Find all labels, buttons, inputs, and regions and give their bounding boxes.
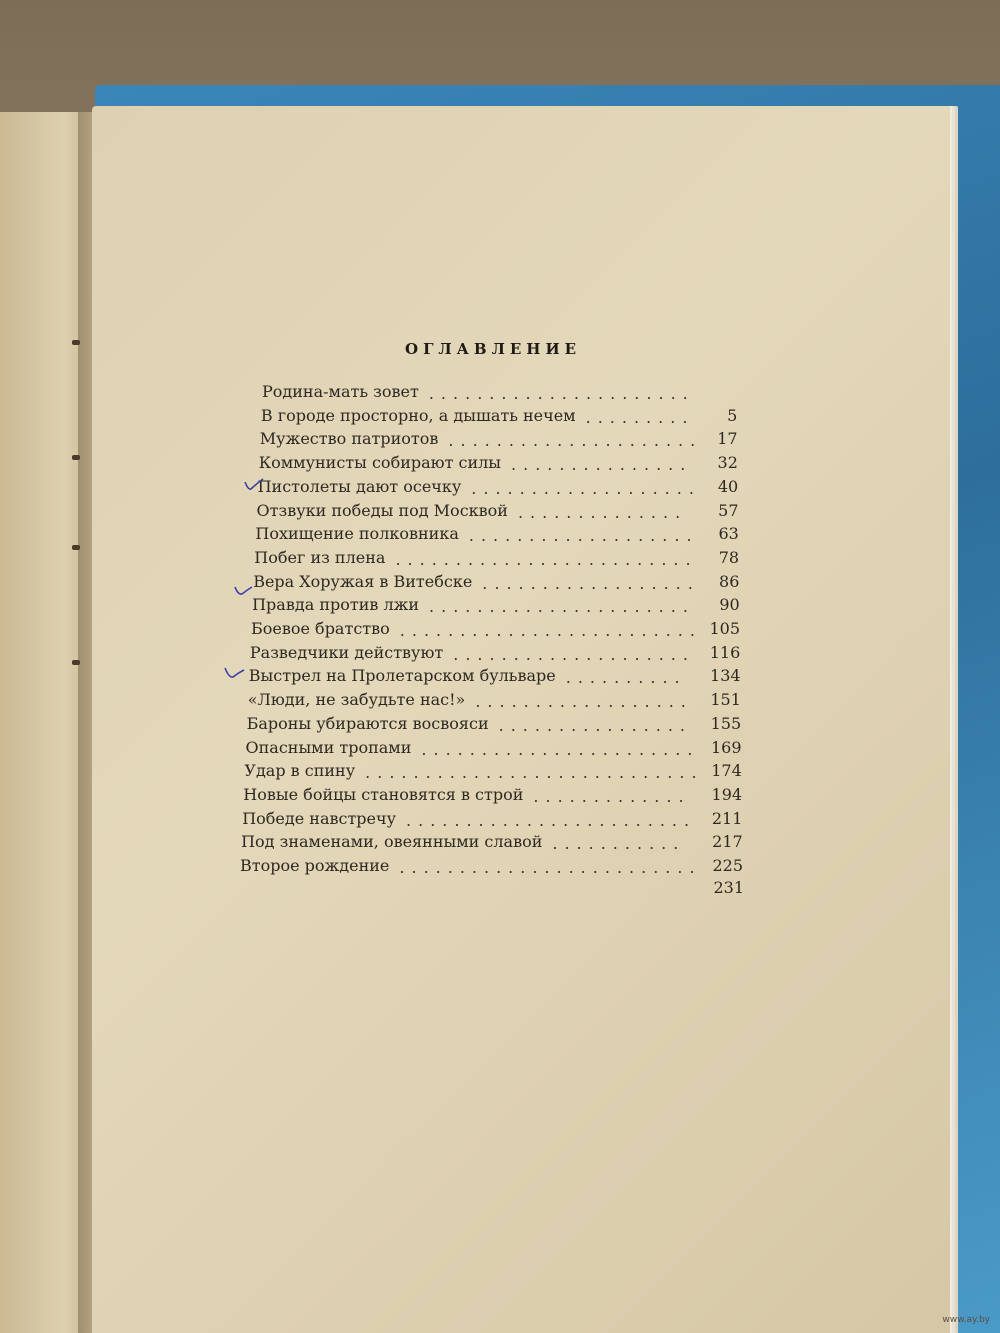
- toc-entry: [249, 642, 695, 664]
- toc-page-number: 116: [709, 642, 741, 662]
- toc-entry: [240, 856, 702, 877]
- toc-entry: [247, 690, 693, 712]
- pencil-check-icon: [233, 582, 255, 598]
- dot-leader: ....................: [453, 644, 695, 664]
- toc-entry: [254, 547, 698, 569]
- dot-leader: ........................: [406, 810, 697, 830]
- toc-page-number: 86: [719, 571, 740, 591]
- toc-entry-title: Второе рождение: [240, 856, 390, 875]
- toc-page-number: 134: [710, 666, 741, 686]
- toc-page-number: 211: [711, 808, 743, 828]
- toc-page-number: 194: [711, 784, 743, 804]
- toc-entry: [259, 429, 703, 451]
- dot-leader: ......................: [429, 597, 695, 617]
- toc-entry-title: В городе просторно, а дышать нечем: [260, 405, 576, 425]
- toc-entry-title: Боевое братство: [251, 619, 390, 638]
- toc-page-number: 155: [710, 713, 742, 733]
- toc-entry-title: Бароны убираются восвояси: [246, 713, 489, 733]
- dot-leader: ...................: [471, 478, 701, 498]
- toc-entry-title: Правда против лжи: [252, 595, 420, 615]
- watermark: www.ay.by: [942, 1315, 990, 1325]
- toc-entry: [252, 595, 695, 617]
- dot-leader: ...................: [468, 526, 699, 546]
- toc-page-number: 32: [717, 453, 738, 473]
- dot-leader: ..................: [482, 573, 700, 593]
- toc-entry: [248, 666, 687, 688]
- toc-entry: [257, 476, 701, 498]
- dot-leader: .........: [585, 407, 695, 427]
- toc-page-number: 90: [719, 595, 740, 615]
- pencil-check-icon: [223, 664, 245, 680]
- toc-entry-title: Под знаменами, овеянными славой: [241, 832, 543, 852]
- toc-page-number: 105: [709, 619, 740, 638]
- toc-entry-title: Похищение полковника: [255, 524, 459, 544]
- dot-leader: ................: [498, 715, 692, 735]
- toc-page-number: 57: [718, 500, 739, 520]
- dot-leader: .........................: [395, 549, 698, 569]
- toc-entry-title: «Люди, не забудьте нас!»: [247, 690, 466, 710]
- toc-page-number: 231: [713, 877, 744, 897]
- toc-entry-title: Новые бойцы становятся в строй: [243, 784, 524, 804]
- toc-entry-title: Родина-мать зовет: [262, 382, 419, 401]
- dot-leader: ...........: [552, 834, 686, 854]
- toc-entry-title: Пистолеты дают осечку: [257, 476, 462, 496]
- toc-entry: [251, 619, 702, 640]
- toc-entry-title: Коммунисты собирают силы: [258, 453, 502, 473]
- dot-leader: ......................: [428, 384, 695, 403]
- toc-page-number: 225: [712, 856, 743, 875]
- toc-entry-title: Вера Хоружая в Витебске: [253, 571, 473, 591]
- toc-entry: [256, 500, 688, 522]
- dot-leader: ..................: [475, 692, 693, 712]
- dot-leader: .......................: [421, 739, 700, 759]
- toc-page-number: 169: [710, 737, 742, 757]
- toc-page-number: 78: [718, 547, 740, 567]
- toc-page-number: 40: [717, 476, 739, 496]
- toc-page-number: 174: [711, 761, 742, 781]
- toc-page-number: 17: [717, 429, 738, 449]
- dot-leader: .............: [533, 786, 691, 806]
- dot-leader: .....................: [448, 431, 703, 451]
- dot-leader: ...............: [511, 455, 693, 475]
- toc-entry-title: Удар в спину: [244, 761, 356, 781]
- dot-leader: .........................: [399, 858, 702, 877]
- toc-entry-title: Выстрел на Пролетарском бульваре: [248, 666, 556, 686]
- toc-entry: [241, 832, 686, 854]
- dot-leader: ..........: [565, 668, 687, 688]
- toc-entry-title: Мужество патриотов: [259, 429, 439, 449]
- pencil-check-icon: [243, 476, 265, 492]
- toc-page-number: 5: [727, 405, 738, 425]
- dot-leader: ............................: [365, 763, 704, 783]
- toc-entry-title: Отзвуки победы под Москвой: [256, 500, 508, 520]
- toc-entry: [258, 453, 693, 475]
- toc-entry-title: Побег из плена: [254, 547, 386, 567]
- dot-leader: ..............: [517, 502, 688, 522]
- toc-page-number: 63: [718, 524, 739, 544]
- toc-page-number: 217: [712, 832, 743, 852]
- toc-entry: [245, 737, 700, 759]
- toc-entry-title: Разведчики действуют: [249, 642, 444, 662]
- toc-entry: [242, 808, 697, 830]
- toc-entry: [262, 382, 695, 403]
- toc-entry-title: Победе навстречу: [242, 808, 397, 828]
- toc-entry: [246, 713, 692, 735]
- toc-entry: [244, 761, 704, 783]
- toc-entry-title: Опасными тропами: [245, 737, 412, 757]
- toc-entry: [255, 524, 699, 546]
- toc-page-number: 151: [710, 690, 741, 710]
- toc-entry: [243, 784, 691, 806]
- toc-title: ОГЛАВЛЕНИЕ: [405, 340, 582, 358]
- toc-entry: [253, 571, 700, 593]
- dot-leader: .........................: [399, 621, 702, 640]
- toc-entry: [260, 405, 695, 427]
